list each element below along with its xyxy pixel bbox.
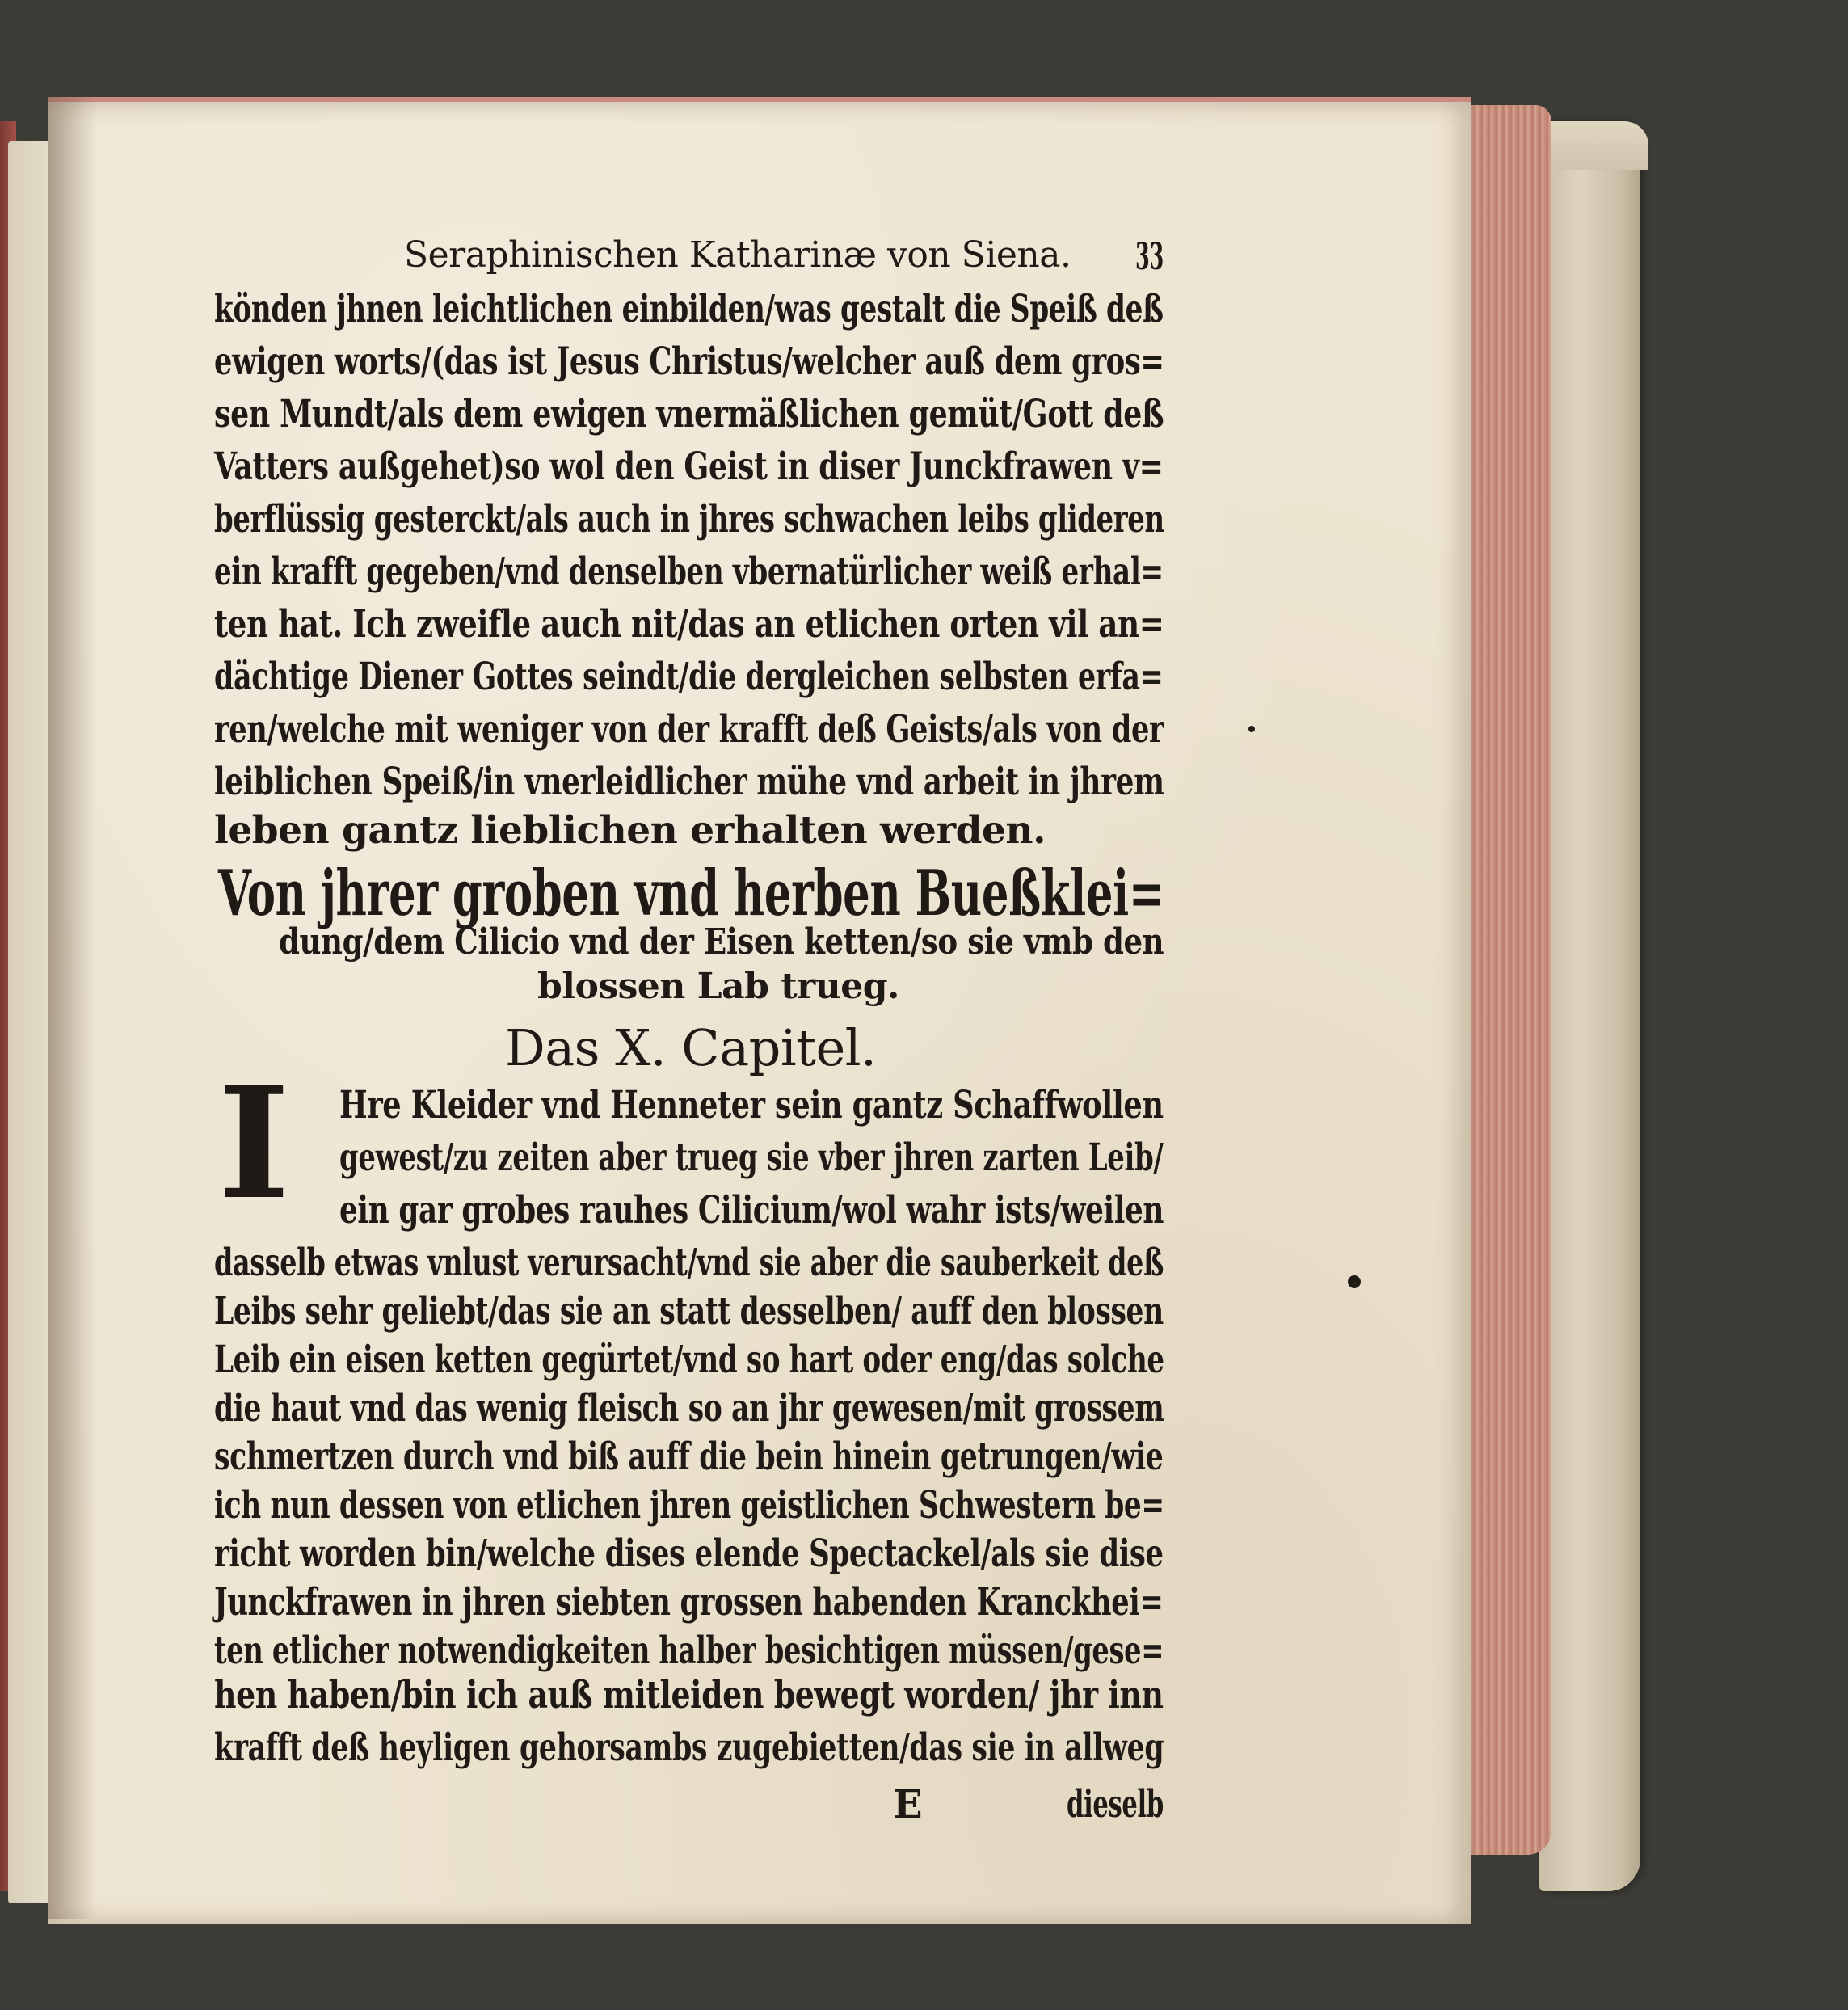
text-line: könden jhnen leichtlichen einbilden/was gestalt die Speiß deß: [214, 287, 1164, 331]
signature-mark: E: [893, 1782, 923, 1827]
cover-board: [1539, 121, 1640, 1891]
text-line: leiblichen Speiß/in vnerleidlicher mühe vnd arbeit in jhrem: [214, 760, 1164, 804]
decorated-initial: I: [218, 1053, 290, 1233]
text-line: berflüssig gesterckt/als auch in jhres schwachen leibs glideren: [214, 497, 1164, 541]
running-head: Seraphinischen Katharinæ von Siena.: [404, 234, 1071, 276]
page-number: 33: [1135, 234, 1164, 278]
text-line: dasselb etwas vnlust verursacht/vnd sie aber die sauberkeit deß: [214, 1241, 1164, 1285]
section-heading: Von jhrer groben vnd herben Bueßklei=: [218, 857, 1164, 930]
ink-spot: [1248, 726, 1255, 732]
text-line: ten hat. Ich zweifle auch nit/das an etlichen orten vil an=: [214, 602, 1164, 647]
text-line: krafft deß heyligen gehorsambs zugebietten/das sie in allweg: [214, 1726, 1164, 1770]
text-line: ten etlicher notwendigkeiten halber besichtigen müssen/gese=: [214, 1629, 1164, 1673]
text-line: sen Mundt/als dem ewigen vnermäßlichen gemüt/Gott deß: [214, 392, 1164, 436]
text-line: schmertzen durch vnd biß auff die bein hinein getrungen/wie: [214, 1435, 1164, 1479]
section-subheading: blossen Lab trueg.: [537, 966, 899, 1007]
text-line: Leibs sehr geliebt/das sie an statt desselben/ auff den blossen: [214, 1289, 1164, 1334]
catchword: dieselb: [1067, 1782, 1164, 1827]
text-line: leben gantz lieblichen erhalten werden.: [214, 808, 1046, 853]
text-line: Leib ein eisen ketten gegürtet/vnd so hart oder eng/das solche: [214, 1338, 1164, 1382]
text-line: hen haben/bin ich auß mitleiden bewegt worden/ jhr inn: [214, 1673, 1164, 1717]
text-line: richt worden bin/welche dises elende Spectackel/als sie dise: [214, 1532, 1164, 1576]
text-line: Hre Kleider vnd Henneter sein gantz Schaffwollen: [339, 1083, 1164, 1127]
text-line: ewigen worts/(das ist Jesus Christus/welcher auß dem gros=: [214, 339, 1164, 384]
ink-spot: [1348, 1275, 1361, 1288]
text-line: ren/welche mit weniger von der krafft deß Geists/als von der: [214, 707, 1164, 752]
chapter-title: Das X. Capitel.: [505, 1018, 877, 1077]
text-line: Vatters außgehet)so wol den Geist in diser Junckfrawen v=: [214, 445, 1164, 489]
gutter-shadow: [48, 97, 97, 1919]
text-line: ein gar grobes rauhes Cilicium/wol wahr ists/weilen: [339, 1188, 1164, 1233]
text-line: dächtige Diener Gottes seindt/die dergleichen selbsten erfa=: [214, 655, 1164, 699]
text-line: die haut vnd das wenig fleisch so an jhr gewesen/mit grossem: [214, 1386, 1164, 1431]
section-subheading: dung/dem Cilicio vnd der Eisen ketten/so sie vmb den: [279, 921, 1164, 963]
text-line: Junckfrawen in jhren siebten grossen habenden Kranckhei=: [214, 1580, 1164, 1624]
text-line: ein krafft gegeben/vnd denselben vbernatürlicher weiß erhal=: [214, 550, 1164, 594]
text-line: ich nun dessen von etlichen jhren geistlichen Schwestern be=: [214, 1483, 1164, 1528]
text-line: gewest/zu zeiten aber trueg sie vber jhren zarten Leib/: [339, 1136, 1164, 1180]
